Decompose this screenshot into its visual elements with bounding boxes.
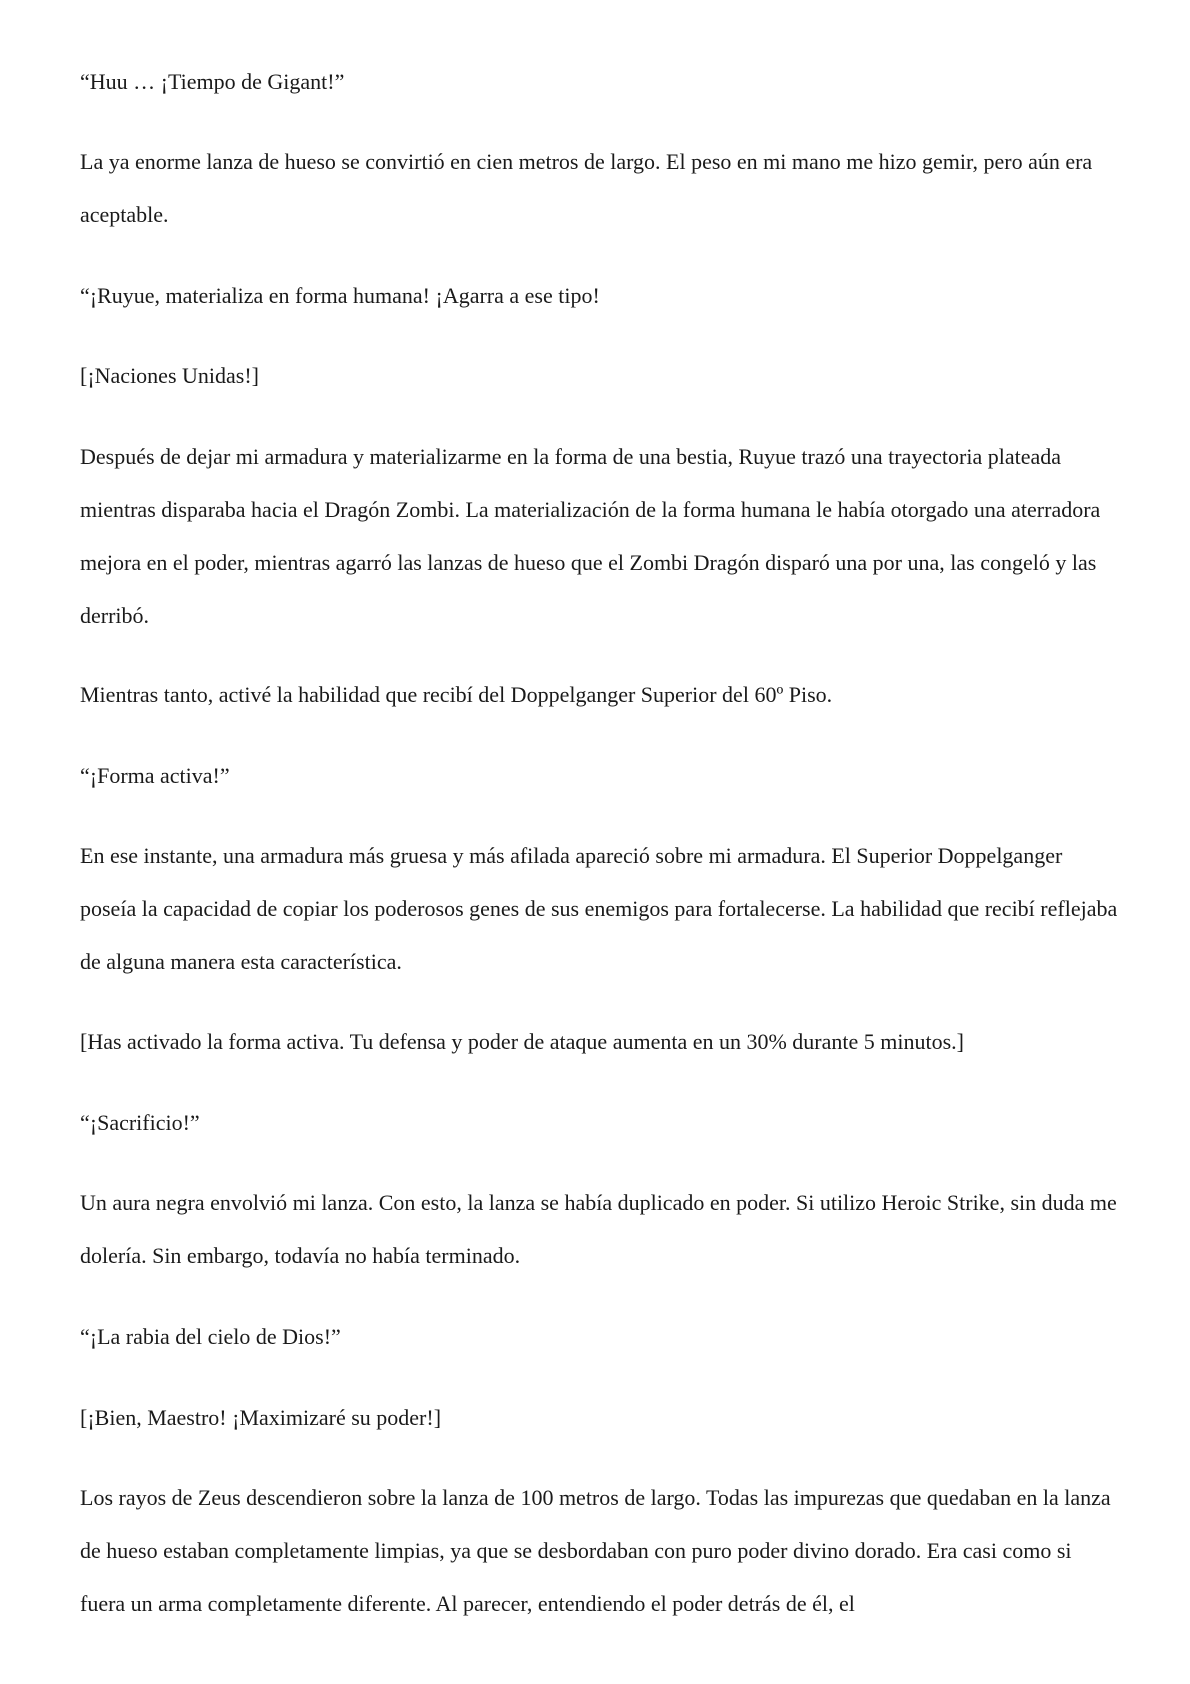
paragraph-12: “¡La rabia del cielo de Dios!” [80, 1324, 341, 1349]
paragraph-7: “¡Forma activa!” [80, 763, 230, 788]
paragraph-5: Después de dejar mi armadura y materializarme en la forma de una bestia, Ruyue trazó una trayectoria plateada mientras disparaba hacia el Dragón Zombi. La materialización de la forma humana le había otorgado una aterradora mejora en el poder, mientras agarró las lanzas de hueso que el Zombi Dragón disparó una por una, las congeló y las derribó. [80, 444, 1101, 628]
paragraph-4: [¡Naciones Unidas!] [80, 363, 259, 388]
paragraph-8: En ese instante, una armadura más gruesa y más afilada apareció sobre mi armadura. El Superior Doppelganger poseía la capacidad de copiar los poderosos genes de sus enemigos para fortalecerse. La habilidad que recibí reflejaba de alguna manera esta característica. [80, 843, 1118, 974]
paragraph-6: Mientras tanto, activé la habilidad que recibí del Doppelganger Superior del 60º Piso. [80, 682, 833, 707]
paragraph-1: “Huu … ¡Tiempo de Gigant!” [80, 69, 345, 94]
paragraph-3: “¡Ruyue, materializa en forma humana! ¡Agarra a ese tipo! [80, 283, 600, 308]
paragraph-13: [¡Bien, Maestro! ¡Maximizaré su poder!] [80, 1405, 442, 1430]
paragraph-9: [Has activado la forma activa. Tu defensa y poder de ataque aumenta en un 30% durante 5 minutos.] [80, 1029, 964, 1054]
paragraph-11: Un aura negra envolvió mi lanza. Con esto, la lanza se había duplicado en poder. Si utilizo Heroic Strike, sin duda me dolería. Sin embargo, todavía no había terminado. [80, 1190, 1117, 1268]
paragraph-14: Los rayos de Zeus descendieron sobre la lanza de 100 metros de largo. Todas las impurezas que quedaban en la lanza de hueso estaban completamente limpias, ya que se desbordaban con puro poder divino dorado. Era casi como si fuera un arma completamente diferente. Al parecer, entendiendo el poder detrás de él, el [80, 1485, 1111, 1616]
paragraph-2: La ya enorme lanza de hueso se convirtió en cien metros de largo. El peso en mi mano me hizo gemir, pero aún era aceptable. [80, 149, 1093, 227]
paragraph-10: “¡Sacrificio!” [80, 1110, 200, 1135]
